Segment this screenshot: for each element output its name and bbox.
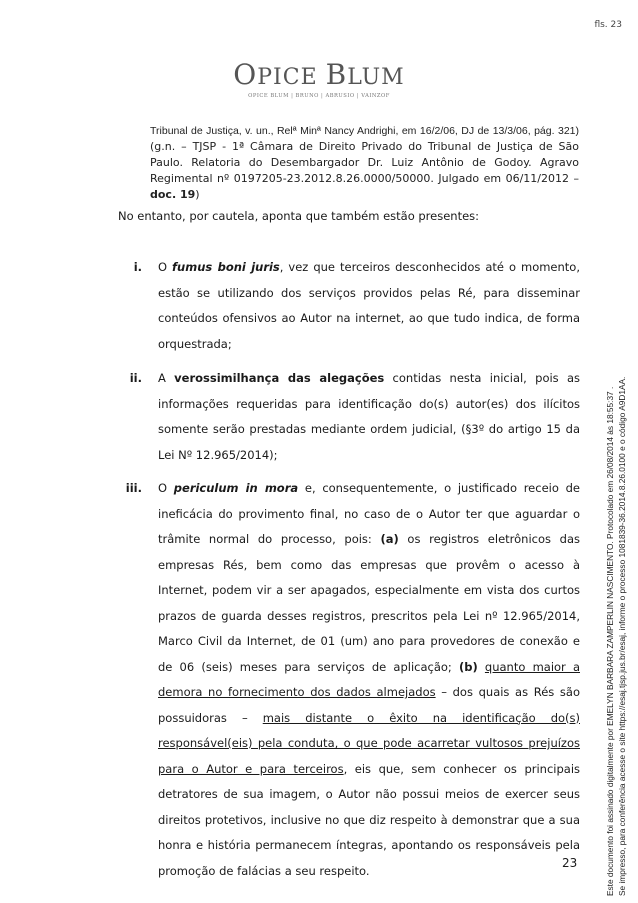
intro-paragraph: No entanto, por cautela, aponta que também estão presentes: xyxy=(118,209,480,223)
list-item-ii: ii. A verossimilhança das alegações contidas nesta inicial, pois as informações requeridas para identificação do(s) autor(es) dos ilícitos somente serão prestadas mediante ordem judicial, (§3º do artigo 15 da Lei Nº 12.965/2014); xyxy=(110,366,580,468)
item-number: ii. xyxy=(129,371,142,385)
doc-reference: doc. 19 xyxy=(150,188,196,201)
underlined-passage: mais distante o êxito na identificação do(s) responsável(eis) pela conduta, o que pode acarretar vultosos prejuízos para o Autor e para terceiros xyxy=(158,710,580,776)
item-term: periculum in mora xyxy=(173,481,299,495)
jurisprudence-quote: Tribunal de Justiça, v. un., Relª Minª Nancy Andrighi, em 16/2/06, DJ de 13/3/06, pág. 321) (g.n. – TJSP - 1ª Câmara de Direito Privado do Tribunal de Justiça de São Paulo. Relatoria do Desembargador Dr. Luiz Antônio de Godoy. Agravo Regimental nº 0197205-23.2012.8.26.0000/50000. Julgado em 06/11/2012 – doc. 19) xyxy=(150,125,579,201)
logo-subtitle: OPICE BLUM | BRUNO | ABRUSIO | VAINZOF xyxy=(248,93,390,99)
page-number: 23 xyxy=(562,856,578,870)
digital-signature-note: Este documento foi assinado digitalmente por EMELYN BARBARA ZAMPERLIN NASCIMENTO. Protocolado em 26/08/2014 às 18:55:37 . Se impresso, para conferência acesse o site https://esaj.tjsp.jus.br/esaj, informe o processo 1081839-36.2014.8.26.0100 e o código A9D1AA. xyxy=(605,376,627,896)
item-number: i. xyxy=(133,260,142,274)
list-item-i: i. O fumus boni juris, vez que terceiros desconhecidos até o momento, estão se utilizando dos serviços providos pelas Ré, para disseminar conteúdos ofensivos ao Autor na internet, ao que tudo indica, de forma orquestrada; xyxy=(110,255,580,357)
quote-text: (g.n. – TJSP - 1ª Câmara de Direito Privado do Tribunal de Justiça de São Paulo. Relatoria do Desembargador Dr. Luiz Antônio de Godoy. Agravo Regimental nº 0197205-23.2012.8.26.0000/50000. Julgado em 06/11/2012 – xyxy=(150,140,579,185)
logo-wordmark: OPICE BLUM xyxy=(233,58,405,91)
quote-citation: Tribunal de Justiça, v. un., Relª Minª Nancy Andrighi, em 16/2/06, DJ de 13/3/06, pág. 321) xyxy=(150,125,579,137)
underlined-passage: quanto maior a demora no fornecimento dos dados almejados xyxy=(158,659,580,699)
list-item-iii: iii. O periculum in mora e, consequentemente, o justificado receio de ineficácia do provimento final, no caso de o Autor ter que aguardar o trâmite normal do processo, pois: (a) os registros eletrônicos das empresas Rés, bem como das empresas que provêm o acesso à Internet, podem vir a ser apagados, especialmente em vista dos curtos prazos de guarda desses registros, prescritos pela Lei nº 12.965/2014, Marco Civil da Internet, de 01 (um) ano para provedores de conexão e de 06 (seis) meses para serviços de aplicação; (b) quanto maior a demora no fornecimento dos dados almejados – dos quais as Rés são possuidoras – mais distante o êxito na identificação do(s) responsável(eis) pela conduta, o que pode acarretar vultosos prejuízos para o Autor e para terceiros, eis que, sem conhecer os principais detratores de sua imagem, o Autor não possui meios de exercer seus direitos protetivos, inclusive no que diz respeito à demonstrar que a sua honra e história permanecem íntegras, apontando os responsáveis pela promoção de falácias a seu respeito. xyxy=(110,476,580,884)
item-number: iii. xyxy=(125,481,142,495)
item-term: verossimilhança das alegações xyxy=(174,371,385,385)
item-term: fumus boni juris xyxy=(172,260,280,274)
firm-logo xyxy=(0,58,638,99)
page-folio: fls. 23 xyxy=(594,20,622,30)
